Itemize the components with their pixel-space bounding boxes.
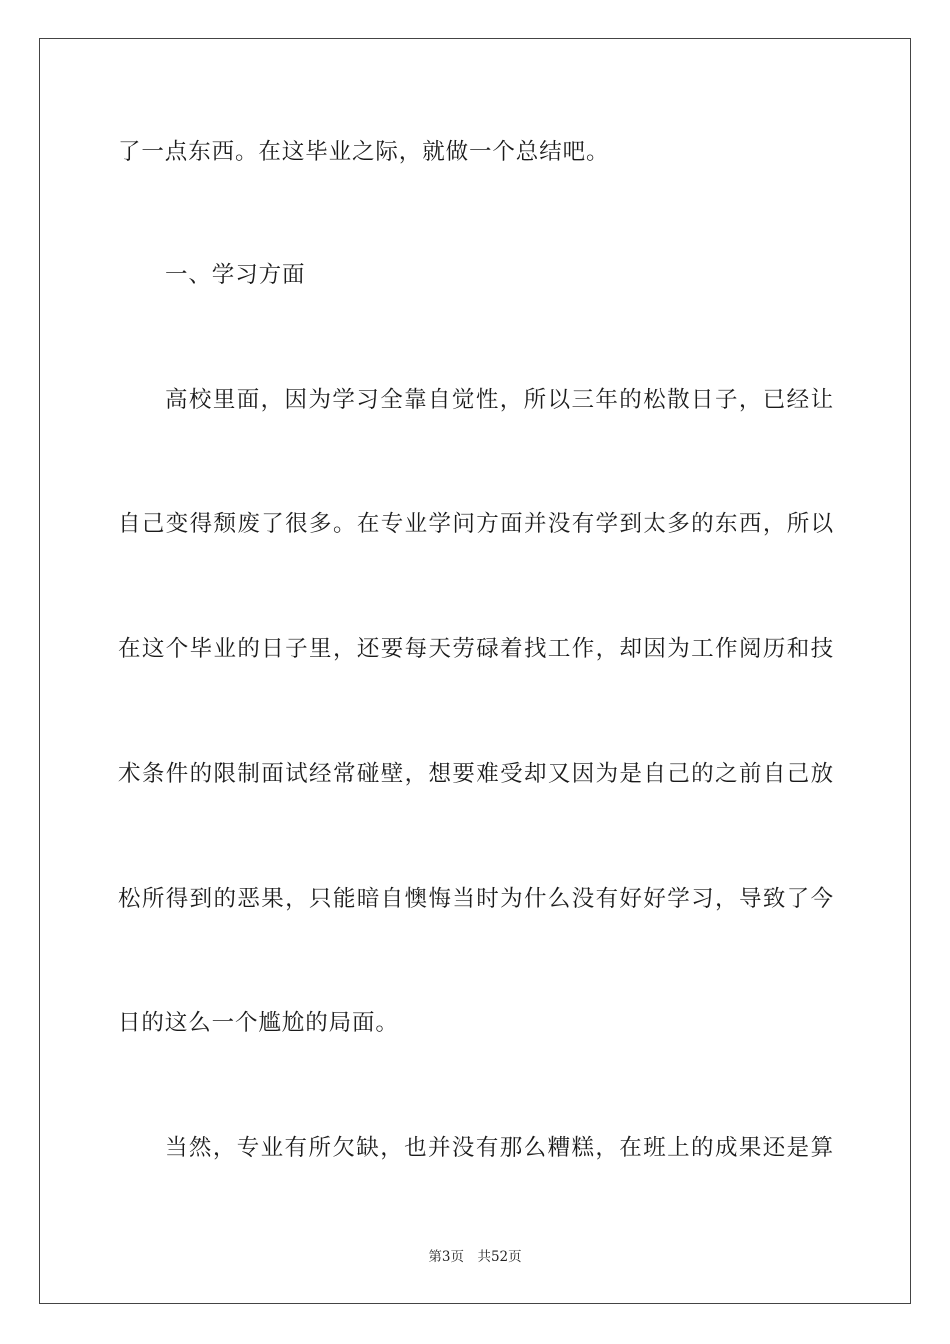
text-line-9: 当然，专业有所欠缺，也并没有那么糟糕，在班上的成果还是算 xyxy=(165,1135,834,1161)
text-line-5: 在这个毕业的日子里，还要每天劳碌着找工作，却因为工作阅历和技 xyxy=(118,636,834,662)
text-line-1: 了一点东西。在这毕业之际，就做一个总结吧。 xyxy=(118,139,610,165)
text-line-7: 松所得到的恶果，只能暗自懊悔当时为什么没有好好学习，导致了今 xyxy=(118,886,834,912)
page-border xyxy=(39,38,911,1304)
text-line-8: 日的这么一个尴尬的局面。 xyxy=(118,1010,399,1036)
text-line-3: 高校里面，因为学习全靠自觉性，所以三年的松散日子，已经让 xyxy=(165,387,834,413)
text-line-4: 自己变得颓废了很多。在专业学问方面并没有学到太多的东西，所以 xyxy=(118,511,834,537)
text-line-6: 术条件的限制面试经常碰壁，想要难受却又因为是自己的之前自己放 xyxy=(118,761,834,787)
page-number-footer: 第3页 共52页 xyxy=(428,1249,522,1265)
section-heading: 一、学习方面 xyxy=(165,262,306,288)
